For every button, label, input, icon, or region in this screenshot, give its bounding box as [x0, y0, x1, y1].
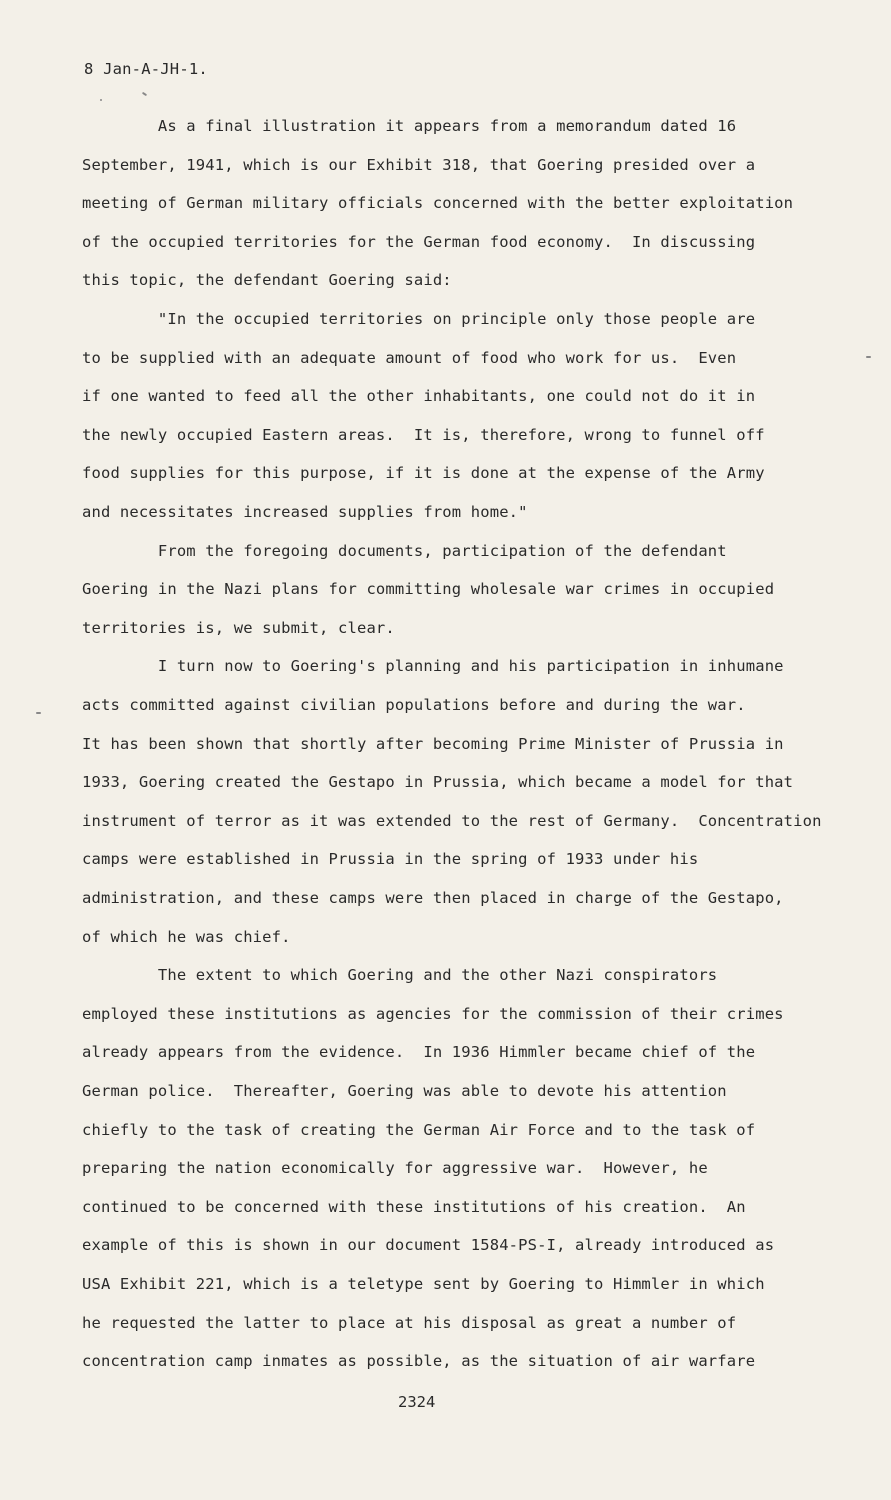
scan-mark — [100, 99, 102, 101]
text-line: he requested the latter to place at his disposal as great a number of — [82, 1313, 737, 1332]
text-line: From the foregoing documents, participation of the defendant — [82, 541, 727, 560]
text-line: example of this is shown in our document 1584-PS-I, already introduced as — [82, 1236, 775, 1255]
document-header: 8 Jan-A-JH-1. — [84, 60, 208, 78]
text-line: camps were established in Prussia in the spring of 1933 under his — [82, 850, 699, 869]
text-line: this topic, the defendant Goering said: — [82, 271, 452, 290]
text-line: if one wanted to feed all the other inhabitants, one could not do it in — [82, 387, 756, 406]
text-line: employed these institutions as agencies for the commission of their crimes — [82, 1004, 784, 1023]
scan-mark — [36, 712, 41, 714]
text-line: of the occupied territories for the German food economy. In discussing — [82, 232, 756, 251]
text-line: continued to be concerned with these institutions of his creation. An — [82, 1197, 746, 1216]
text-line: The extent to which Goering and the other Nazi conspirators — [82, 966, 718, 985]
text-line: food supplies for this purpose, if it is done at the expense of the Army — [82, 464, 765, 483]
text-line: concentration camp inmates as possible, as the situation of air warfare — [82, 1352, 756, 1371]
text-line: of which he was chief. — [82, 927, 291, 946]
text-line: territories is, we submit, clear. — [82, 618, 395, 637]
text-line: 1933, Goering created the Gestapo in Prussia, which became a model for that — [82, 773, 794, 792]
page-number: 2324 — [398, 1393, 436, 1411]
text-line: As a final illustration it appears from a memorandum dated 16 — [82, 117, 737, 135]
text-line: Goering in the Nazi plans for committing wholesale war crimes in occupied — [82, 580, 775, 599]
text-line: German police. Thereafter, Goering was able to devote his attention — [82, 1082, 727, 1100]
text-line: to be supplied with an adequate amount of food who work for us. Even — [82, 348, 737, 367]
text-line: instrument of terror as it was extended to the rest of Germany. Concentration — [82, 811, 822, 830]
scan-mark — [142, 92, 147, 97]
text-line: USA Exhibit 221, which is a teletype sent by Goering to Himmler in which — [82, 1275, 765, 1293]
text-line: chiefly to the task of creating the German Air Force and to the task of — [82, 1120, 756, 1139]
text-line: administration, and these camps were then placed in charge of the Gestapo, — [82, 889, 784, 907]
text-line: the newly occupied Eastern areas. It is, therefore, wrong to funnel off — [82, 425, 765, 444]
text-line: and necessitates increased supplies from home." — [82, 503, 528, 521]
text-line: September, 1941, which is our Exhibit 318, that Goering presided over a — [82, 155, 756, 174]
text-line: already appears from the evidence. In 1936 Himmler became chief of the — [82, 1043, 756, 1062]
text-line: "In the occupied territories on principle only those people are — [82, 310, 756, 328]
text-line: I turn now to Goering's planning and his participation in inhumane — [82, 657, 784, 676]
text-line: acts committed against civilian populations before and during the war. — [82, 696, 746, 714]
text-line: It has been shown that shortly after becoming Prime Minister of Prussia in — [82, 734, 784, 753]
text-line: preparing the nation economically for aggressive war. However, he — [82, 1159, 708, 1178]
text-line: meeting of German military officials concerned with the better exploitation — [82, 194, 794, 213]
scan-mark — [866, 356, 871, 358]
